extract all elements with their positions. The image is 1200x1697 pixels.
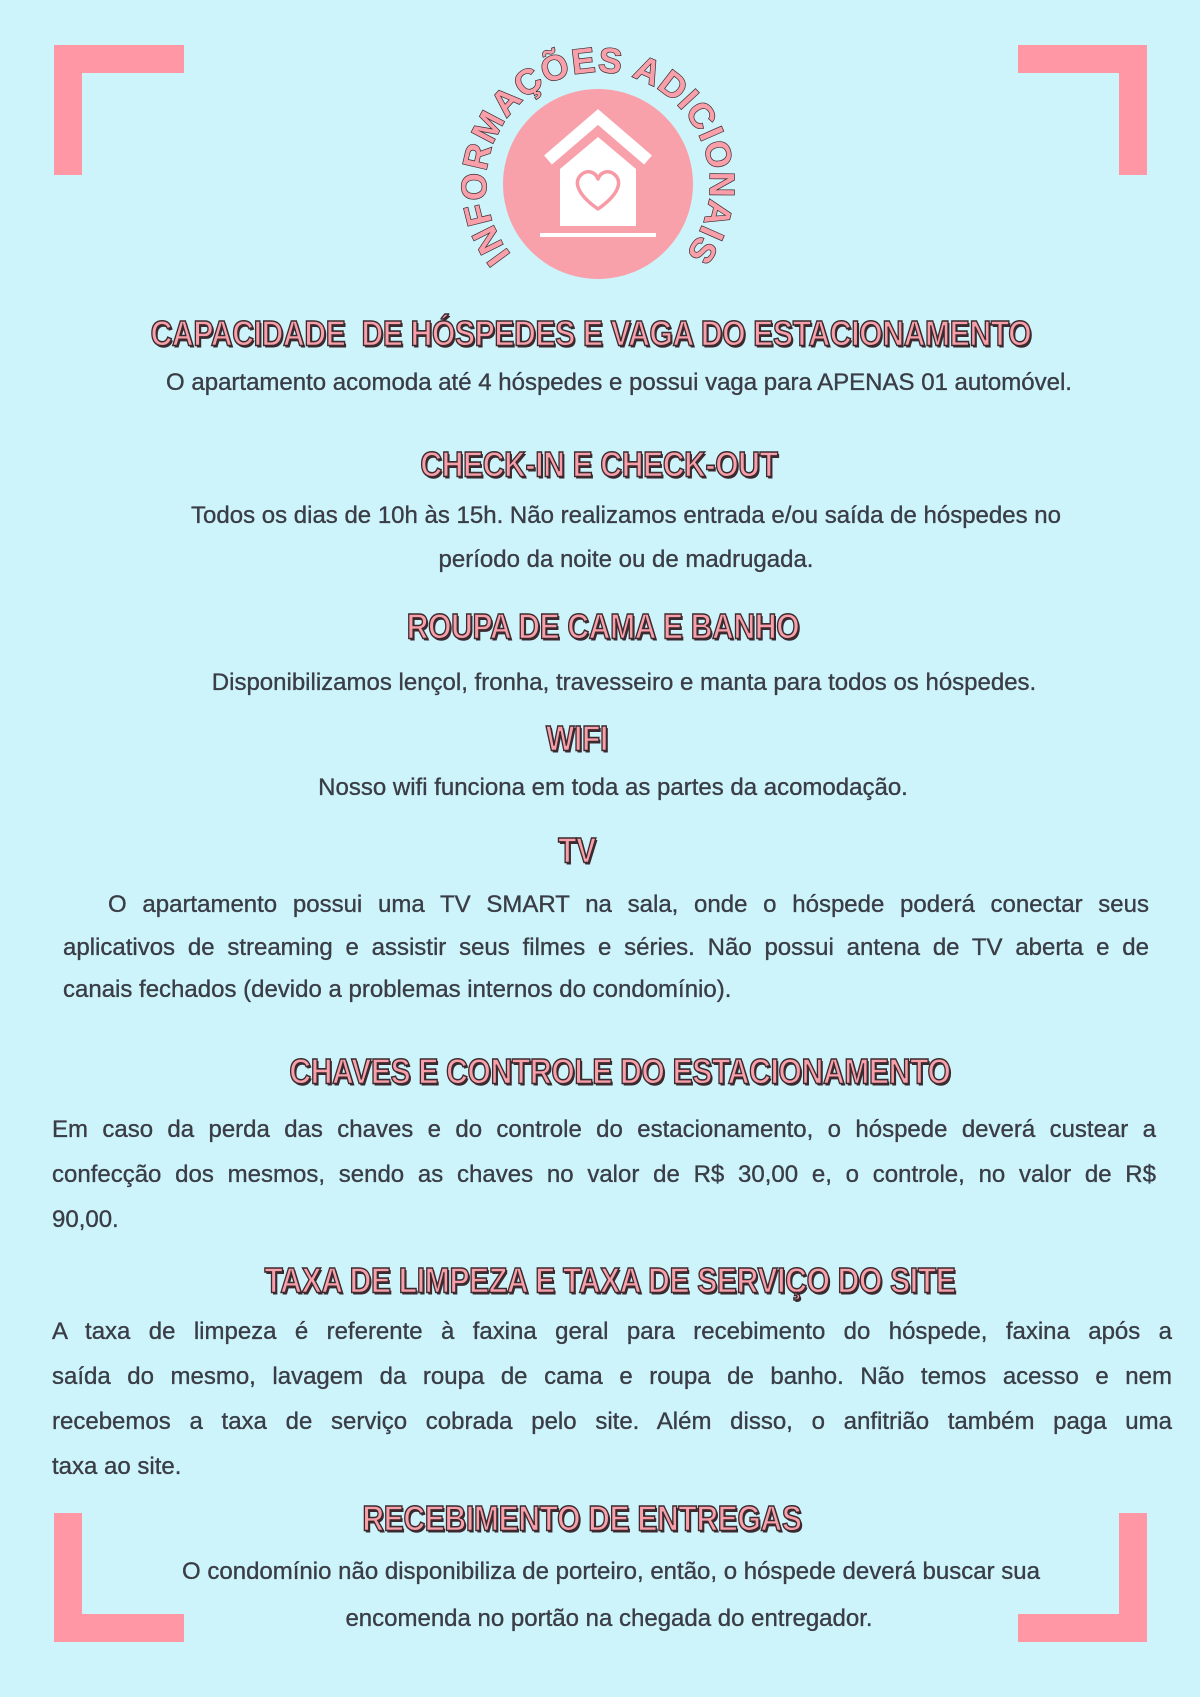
section-text-capacity: O apartamento acomoda até 4 hóspedes e possui vaga para APENAS 01 automóvel. <box>166 369 1072 396</box>
section-text-tv-line: aplicativos de streaming e assistir seus filmes e séries. Não possui antena de TV aberta e de <box>63 934 1149 961</box>
section-text-linens: Disponibilizamos lençol, fronha, travesseiro e manta para todos os hóspedes. <box>211 669 1037 696</box>
section-text-deliveries-line: encomenda no portão na chegada do entregador. <box>345 1605 873 1632</box>
section-heading-wifi: WIFI <box>545 719 609 759</box>
section-heading-checkin: CHECK-IN E CHECK-OUT <box>420 445 778 485</box>
section-heading-linens: ROUPA DE CAMA E BANHO <box>406 607 800 647</box>
section-text-fees-line: A taxa de limpeza é referente à faxina geral para recebimento do hóspede, faxina após a <box>52 1318 1172 1345</box>
section-heading-deliveries: RECEBIMENTO DE ENTREGAS <box>362 1499 802 1539</box>
section-text-fees-line: recebemos a taxa de serviço cobrada pelo site. Além disso, o anfitrião também paga uma <box>52 1408 1172 1435</box>
section-text-fees-line: saída do mesmo, lavagem da roupa de cama e roupa de banho. Não temos acesso e nem <box>52 1363 1172 1390</box>
bracket-bar <box>1018 1614 1147 1642</box>
section-heading-fees: TAXA DE LIMPEZA E TAXA DE SERVIÇO DO SITE <box>264 1261 956 1301</box>
section-text-tv-line: canais fechados (devido a problemas internos do condomínio). <box>63 976 732 1003</box>
section-heading-tv: TV <box>558 831 596 871</box>
section-text-wifi: Nosso wifi funciona em toda as partes da acomodação. <box>318 774 908 801</box>
title-emblem <box>428 19 768 349</box>
bracket-bar <box>54 45 82 175</box>
section-heading-keys: CHAVES E CONTROLE DO ESTACIONAMENTO <box>289 1052 951 1092</box>
section-text-checkin-line: Todos os dias de 10h às 15h. Não realizamos entrada e/ou saída de hóspedes no <box>191 502 1061 529</box>
bracket-bar <box>1119 45 1147 175</box>
section-heading-capacity: CAPACIDADE DE HÓSPEDES E VAGA DO ESTACIONAMENTO <box>150 314 1032 354</box>
section-text-keys-line: 90,00. <box>52 1206 119 1233</box>
section-text-keys-line: confecção dos mesmos, sendo as chaves no valor de R$ 30,00 e, o controle, no valor de R$ <box>52 1161 1156 1188</box>
arc-title: INFORMAÇÕES ADICIONAIS <box>454 40 742 273</box>
section-text-tv-line: O apartamento possui uma TV SMART na sala, onde o hóspede poderá conectar seus <box>108 891 1149 918</box>
section-text-deliveries-line: O condomínio não disponibiliza de porteiro, então, o hóspede deverá buscar sua <box>182 1558 1040 1585</box>
section-text-keys-line: Em caso da perda das chaves e do controle do estacionamento, o hóspede deverá custear a <box>52 1116 1156 1143</box>
house-base-line <box>540 233 656 237</box>
section-text-checkin-line: período da noite ou de madrugada. <box>438 546 814 573</box>
bracket-bar <box>54 1614 184 1642</box>
section-text-fees-line: taxa ao site. <box>52 1453 182 1480</box>
